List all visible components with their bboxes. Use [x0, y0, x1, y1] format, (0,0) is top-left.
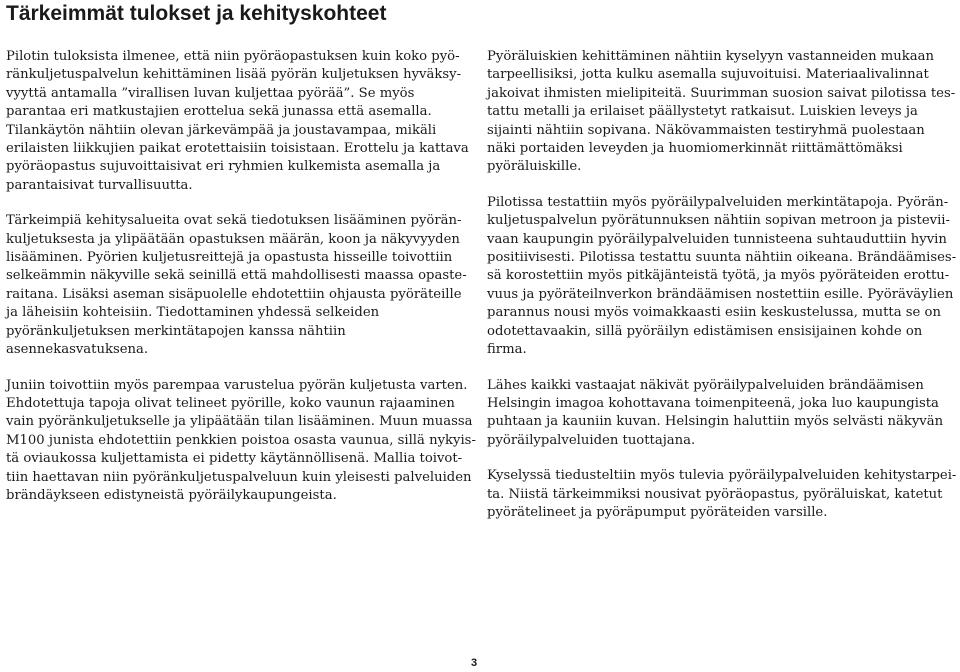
paragraph: Pilotin tuloksista ilmenee, että niin pyöräopastuksen kuin koko pyöränkuljetuspalvelun kehittäminen lisää pyörän kuljetuksen hyväksyvyyttä antamalla ”virallisen luvan kuljettaa pyörää”. Se myös parantaa eri matkustajien erottelua sekä junassa että asemalla. Tilankäytön nähtiin olevan järkevämpää ja joustavampaa, mikäli erilaisten liikkujien paikat erotettaisiin toisistaan. Erottelu ja kattava pyöräopastus sujuvoittaisivat eri ryhmien kulkemista asemalla ja parantaisivat turvallisuutta.: [6, 49, 469, 193]
right-column: [487, 48, 957, 539]
paragraph: Lähes kaikki vastaajat näkivät pyöräilypalveluiden brändäämisen Helsingin imagoa kohottavana toimenpiteenä, joka luo kaupungista puhtaan ja kauniin kuvan. Helsingin haluttiin myös selvästi näkyvän pyöräilypalveluiden tuottajana.: [487, 377, 944, 448]
paragraph: Pilotissa testattiin myös pyöräilypalveluiden merkintätapoja. Pyöränkuljetuspalvelun pyörätunnuksen nähtiin sopivan metroon ja pisteviivaan kaupungin pyöräilypalveluiden tunnisteena suhtauduttiin hyvin positiivisesti. Pilotissa testattu suunta nähtiin oikeana. Brändäämisessä korostettiin myös pitkäjänteistä työtä, ja myös pyöräteiden erottuvuus ja pyöräteilnverkon brändäämisen nostettiin esille. Pyöräväylien parannus nousi myös voimakkaasti esiin keskustelussa, mutta se on odotettavaakin, sillä pyöräilyn edistämisen ensisijainen kohde on firma.: [487, 194, 957, 358]
paragraph: Juniin toivottiin myös parempaa varustelua pyörän kuljetusta varten. Ehdotettuja tapoja olivat telineet pyörille, koko vaunun rajaaminen vain pyöränkuljetukselle ja ylipäätään tilan lisääminen. Muun muassa M100 junista ehdotettiin penkkien poistoa osasta vaunua, sillä nykyistä oviaukossa kuljettamista ei pidetty käytännöllisenä. Mallia toivottiin haettavan niin pyöränkuljetuspalveluun kuin yleisesti palveluiden brändäykseen edistyneistä pyöräilykaupungeista.: [6, 377, 476, 503]
paragraph: Tärkeimpiä kehitysalueita ovat sekä tiedotuksen lisääminen pyöränkuljetuksesta ja ylipäätään opastuksen määrän, koon ja näkyvyyden lisääminen. Pyörien kuljetusreittejä ja opastusta hisseille toivottiin selkeämmin näkyville sekä seinillä että mahdollisesti maassa opasteraitana. Lisäksi aseman sisäpuolelle ehdotettiin ohjausta pyöräteille ja läheisiin kohteisiin. Tiedottaminen yhdessä selkeiden pyöränkuljetuksen merkintätapojen kanssa nähtiin asennekasvatuksena.: [6, 213, 467, 358]
left-column: [6, 48, 476, 522]
paragraph: Pyöräluiskien kehittäminen nähtiin kyselyyn vastanneiden mukaan tarpeellisiksi, jotta kulku asemalla sujuvoituisi. Materiaalivalinnat jakoivat ihmisten mielipiteitä. Suurimman suosion saivat pilotissa testattu metalli ja erilaiset päällystetyt ratkaisut. Luiskien leveys ja sijainti nähtiin sopivana. Näkövammaisten testiryhmä puolestaan näki portaiden leveyden ja huomiomerkinnät riittämättömäksi pyöräluiskille.: [487, 49, 956, 175]
page-number: 3: [471, 657, 478, 669]
page-title: Tärkeimmät tulokset ja kehityskohteet: [6, 2, 387, 25]
paragraph: Kyselyssä tiedusteltiin myös tulevia pyöräilypalveluiden kehitystarpeita. Niistä tärkeimmiksi nousivat pyöräopastus, pyöräluiskat, katetut pyörätelineet ja pyöräpumput pyöräteiden varsille.: [487, 468, 957, 520]
